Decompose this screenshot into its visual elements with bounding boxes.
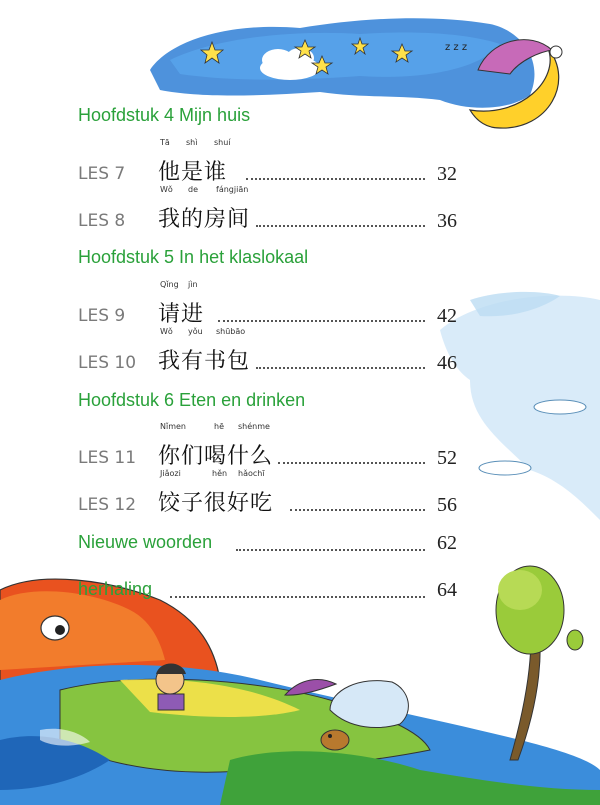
lesson-number: LES 7 [78,164,126,184]
glossary-label: Nieuwe woorden [78,532,213,552]
pinyin: Tā [160,138,170,147]
page-number: 46 [437,352,457,374]
dot-leader [246,178,425,180]
review-entry[interactable] [78,579,463,605]
dot-leader [290,509,425,511]
glossary-entry[interactable] [78,532,463,558]
dot-leader [218,320,425,322]
eye-icon [41,616,69,640]
page-number: 56 [437,494,457,516]
chapter-title: Hoofdstuk 6 Eten en drinken [78,390,306,410]
pinyin: shì [186,138,198,147]
lesson-title: 他是谁 [158,160,228,185]
dot-leader [256,367,425,369]
pinyin: hǎochī [238,469,265,478]
pinyin: shuí [214,138,231,147]
lesson-entry[interactable] [78,280,463,330]
pinyin: yǒu [188,327,203,336]
pinyin: Jiǎozi [160,469,181,478]
pinyin: shūbāo [216,327,246,336]
dot-leader [256,225,425,227]
lesson-number: LES 8 [78,211,126,231]
sky-clouds-illustration [440,292,600,520]
sleep-z-icon: z z z [445,42,468,53]
pinyin: hěn [212,469,228,478]
page-number: 62 [437,532,457,554]
lesson-entry[interactable] [78,185,463,235]
chapter-title: Hoofdstuk 5 In het klaslokaal [78,247,309,267]
lesson-number: LES 10 [78,353,137,373]
dot-leader [236,549,425,551]
pinyin: Nǐmen [160,422,186,431]
lesson-entry[interactable] [78,138,463,188]
lesson-number: LES 12 [78,495,137,515]
page-number: 36 [437,210,457,232]
chapter-title: Hoofdstuk 4 Mijn huis [78,105,251,125]
lesson-entry[interactable] [78,422,463,472]
page-number: 42 [437,305,457,327]
lesson-entry[interactable] [78,469,463,519]
pinyin: de [188,185,198,194]
lesson-entry[interactable] [78,327,463,377]
page-number: 32 [437,163,457,185]
boy-icon [156,664,186,711]
pinyin: shénme [238,422,270,431]
pinyin: Qǐng [160,280,179,289]
lesson-title: 你们喝什么 [158,444,274,469]
pinyin: Wǒ [160,185,173,194]
mole-icon [321,730,349,750]
lesson-number: LES 11 [78,448,137,468]
dot-leader [170,596,425,598]
lesson-title: 请进 [158,302,205,327]
pinyin: hē [214,422,224,431]
pinyin: jìn [188,280,198,289]
page-number: 52 [437,447,457,469]
page-number: 64 [437,579,457,601]
tree-icon [496,566,583,760]
pinyin: Wǒ [160,327,173,336]
review-label: herhaling [78,579,153,599]
cloud-icon [260,48,320,80]
lesson-title: 饺子很好吃 [158,491,274,516]
lesson-title: 我有书包 [158,349,251,374]
lesson-number: LES 9 [78,306,126,326]
pinyin: fángjiān [216,185,249,194]
lesson-title: 我的房间 [158,207,251,232]
dot-leader [278,462,425,464]
